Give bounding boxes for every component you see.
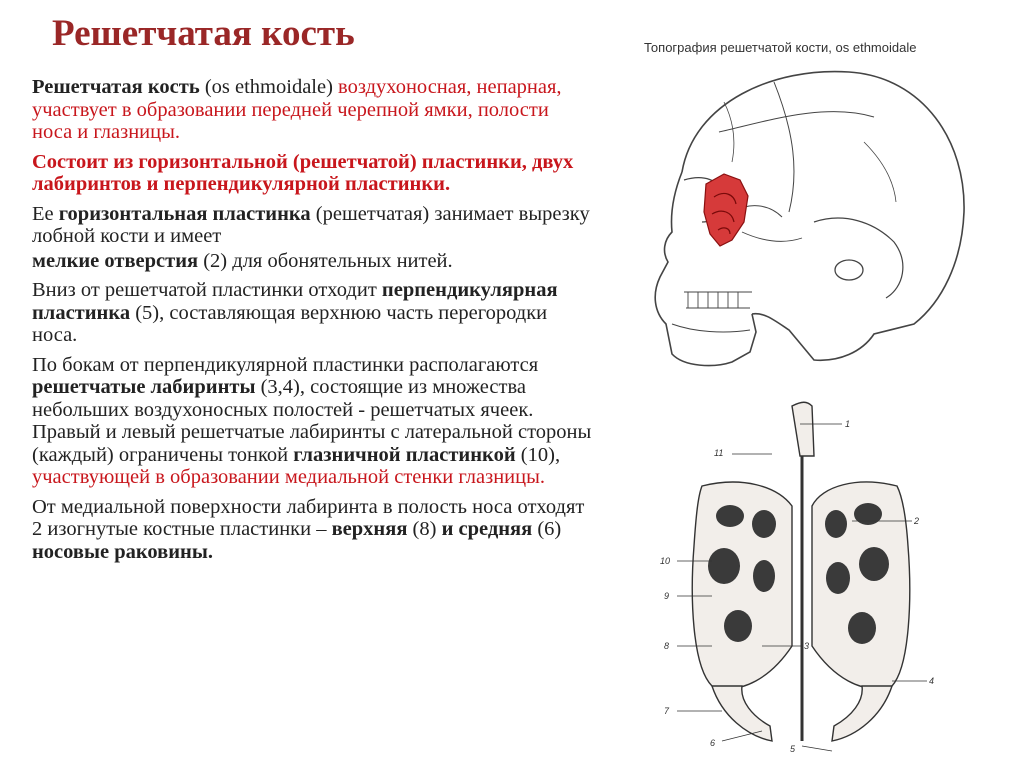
- callout-label: 5: [790, 744, 796, 754]
- callout-label: 9: [664, 591, 670, 601]
- paragraph-small-openings: [32, 250, 592, 273]
- callout-label: 2: [914, 516, 920, 526]
- callout-label: 6: [710, 738, 716, 748]
- callout-label: 8: [664, 641, 670, 651]
- skull-illustration: [624, 62, 969, 374]
- term-orbital-plate: глазничной пластинкой: [293, 443, 516, 466]
- term-perpendicular-plate: перпендикулярная пластинка: [32, 279, 558, 324]
- callout-label: 7: [664, 706, 670, 716]
- figure-caption: Топография решетчатой кости, os ethmoidale: [644, 40, 917, 55]
- text-run: Ее: [32, 202, 59, 225]
- term-ethmoid-bone: Решетчатая кость: [32, 76, 200, 98]
- text-run: (2) для обонятельных нитей.: [198, 249, 453, 272]
- ethmoid-section-illustration: [652, 396, 947, 762]
- body-text: [32, 76, 592, 570]
- term-middle: и средняя: [441, 518, 533, 540]
- left-concha: [712, 686, 772, 741]
- term-nasal-conchae: носовые раковины.: [32, 540, 213, 563]
- text-run: Вниз от решетчатой пластинки отходит: [32, 279, 382, 301]
- paragraph-horizontal-plate: [32, 203, 592, 248]
- callout-label: 3: [804, 641, 810, 651]
- slide-title: Решетчатая кость: [52, 13, 355, 54]
- term-small-openings: мелкие отверстия: [32, 249, 199, 272]
- paragraph-labyrinths: [32, 354, 592, 489]
- paragraph-intro: [32, 76, 592, 144]
- composition-text: Состоит из горизонтальной (решетчатой) пластинки, двух лабиринтов и перпендикулярной пластинки.: [32, 150, 574, 195]
- text-run: От медиальной поверхности лабиринта в полость носа отходят 2 изогнутые костные пластинки –: [32, 495, 585, 540]
- term-horizontal-plate: горизонтальная пластинка: [58, 202, 311, 225]
- callout-label: 11: [714, 448, 724, 458]
- text-run: (решетчатая) занимает вырезку лобной кости и имеет: [32, 202, 590, 247]
- paragraph-composition: [32, 151, 592, 196]
- text-run: (10),: [515, 443, 561, 466]
- text-run: (8): [407, 518, 442, 540]
- intro-description: воздухоносная, непарная, участвует в образовании передней черепной ямки, полости носа и глазницы.: [32, 76, 562, 143]
- term-labyrinths: решетчатые лабиринты: [32, 376, 256, 398]
- text-run: (3,4), состоящие из множества небольших воздухоносных полостей - решетчатых ячеек. Правый и левый решетчатые лабиринты с латеральной стороны (каждый) ограничены тонкой: [32, 376, 592, 466]
- callout-label: 1: [845, 419, 851, 429]
- callout-label: 10: [660, 556, 671, 566]
- text-run: (5), составляющая верхнюю часть перегородки носа.: [32, 301, 548, 346]
- crista-galli: [792, 402, 814, 456]
- orbital-plate-role: участвующей в образовании медиальной стенки глазницы.: [32, 466, 546, 488]
- paragraph-conchae: [32, 496, 592, 564]
- text-run: По бокам от перпендикулярной пластинки располагаются: [32, 353, 539, 376]
- text-run: (6): [532, 518, 562, 540]
- callout-label: 4: [929, 676, 935, 686]
- latin-name: (os ethmoidale): [199, 76, 333, 98]
- term-superior: верхняя: [331, 518, 408, 540]
- right-concha: [832, 686, 892, 741]
- ethmoid-highlight: [704, 174, 748, 246]
- paragraph-perpendicular-plate: [32, 279, 592, 347]
